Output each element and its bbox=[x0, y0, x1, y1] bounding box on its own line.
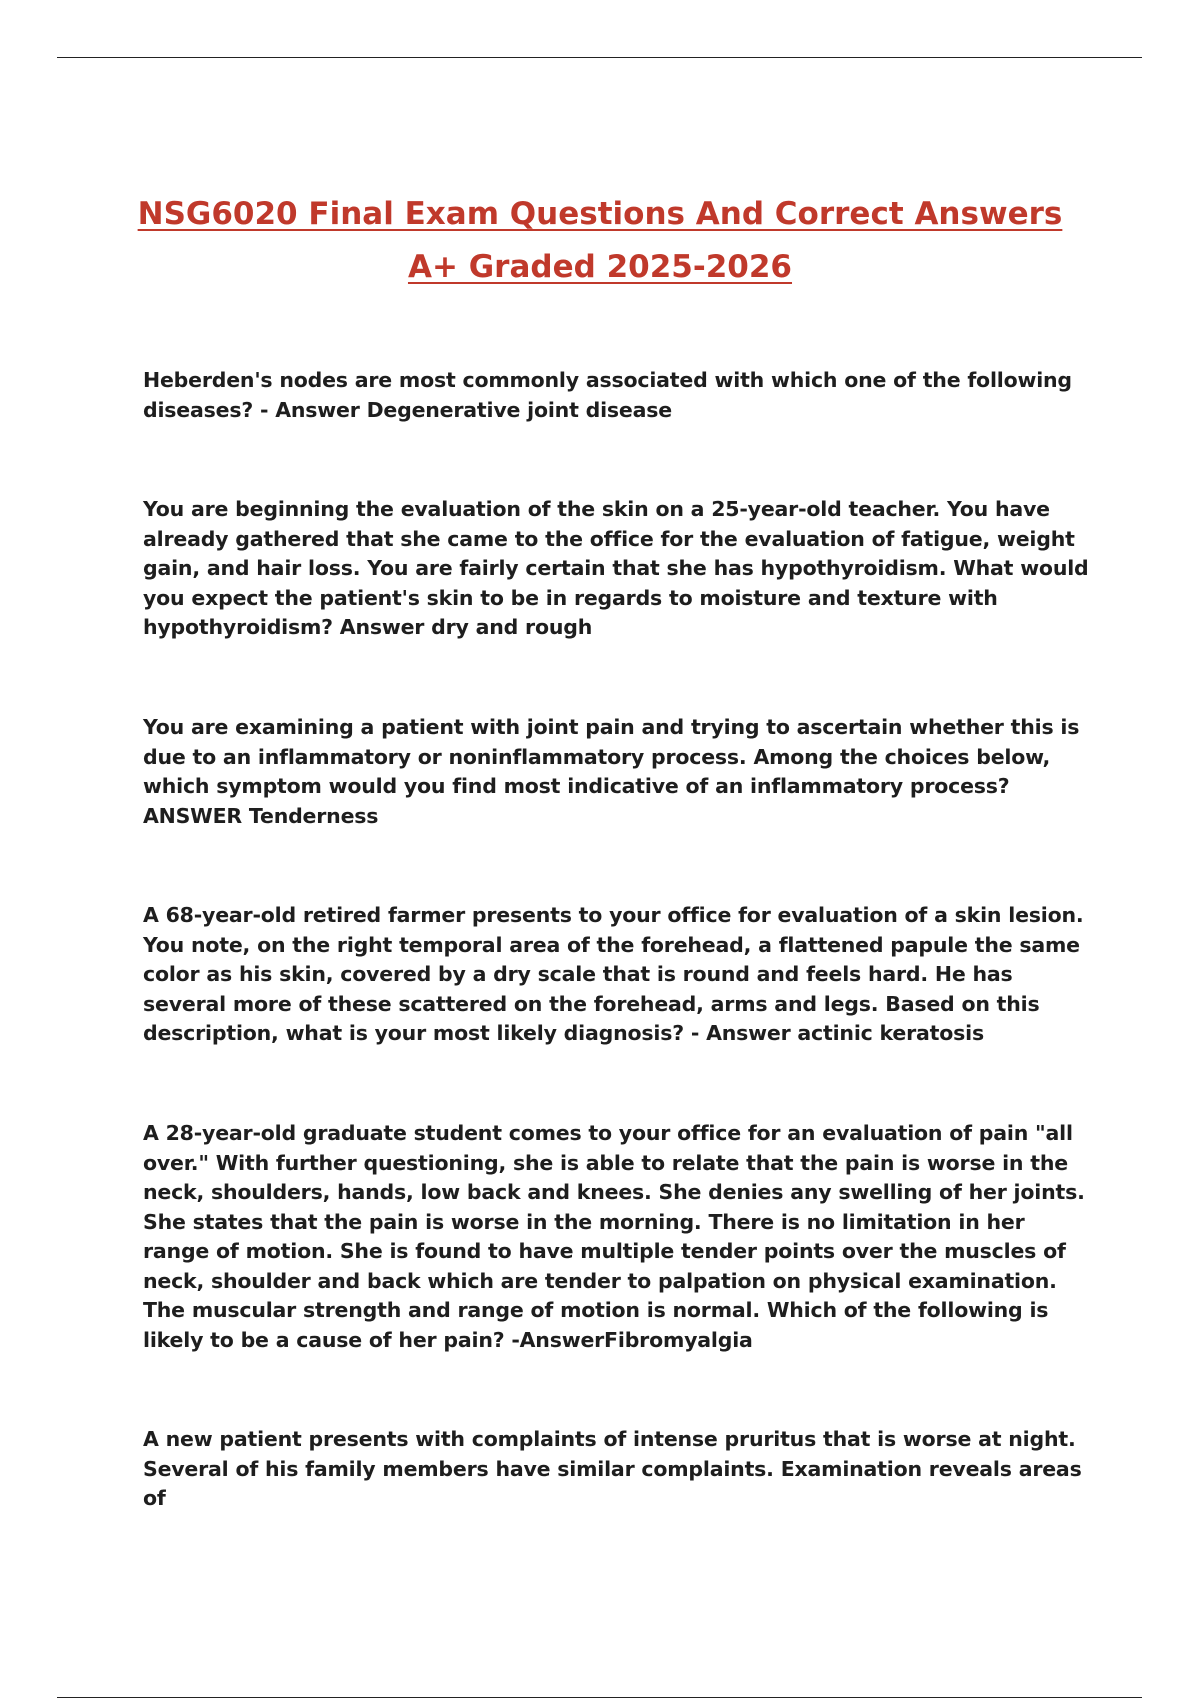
title-line-1: NSG6020 Final Exam Questions And Correct Answers bbox=[137, 196, 1063, 232]
question-answer-5: A 28-year-old graduate student comes to your office for an evaluation of pain "all over." With further questioning, she is able to relate that the pain is worse in the neck, shoulders, hands, low back and knees. She denies any swelling of her joints. She states that the pain is worse in the morning. There is no limitation in her range of motion. She is found to have multiple tender points over the muscles of neck, shoulder and back which are tender to palpation on physical examination. The muscular strength and range of motion is normal. Which of the following is likely to be a cause of her pain? -AnswerFibromyalgia bbox=[143, 1121, 1085, 1352]
top-rule bbox=[57, 57, 1142, 58]
title-line-2: A+ Graded 2025-2026 bbox=[407, 249, 793, 285]
question-answer-3: You are examining a patient with joint pain and trying to ascertain whether this is due to an inflammatory or noninflammatory process. Among the choices below, which symptom would you find most indicative of an inflammatory process? ANSWER Tenderness bbox=[143, 715, 1080, 828]
question-answer-4: A 68-year-old retired farmer presents to your office for evaluation of a skin lesion. You note, on the right temporal area of the forehead, a flattened papule the same color as his skin, covered by a dry scale that is round and feels hard. He has several more of these scattered on the forehead, arms and legs. Based on this description, what is your most likely diagnosis? - Answer actinic keratosis bbox=[143, 903, 1084, 1045]
question-answer-6: A new patient presents with complaints of intense pruritus that is worse at night. Several of his family members have similar complaints. Examination reveals areas of bbox=[143, 1427, 1082, 1510]
document-title bbox=[120, 188, 1080, 294]
bottom-rule bbox=[57, 1697, 1142, 1698]
question-answer-2: You are beginning the evaluation of the skin on a 25-year-old teacher. You have already gathered that she came to the office for the evaluation of fatigue, weight gain, and hair loss. You are fairly certain that she has hypothyroidism. What would you expect the patient's skin to be in regards to moisture and texture with hypothyroidism? Answer dry and rough bbox=[143, 497, 1089, 639]
question-answer-1: Heberden's nodes are most commonly associated with which one of the following diseases? - Answer Degenerative joint disease bbox=[143, 368, 1072, 422]
